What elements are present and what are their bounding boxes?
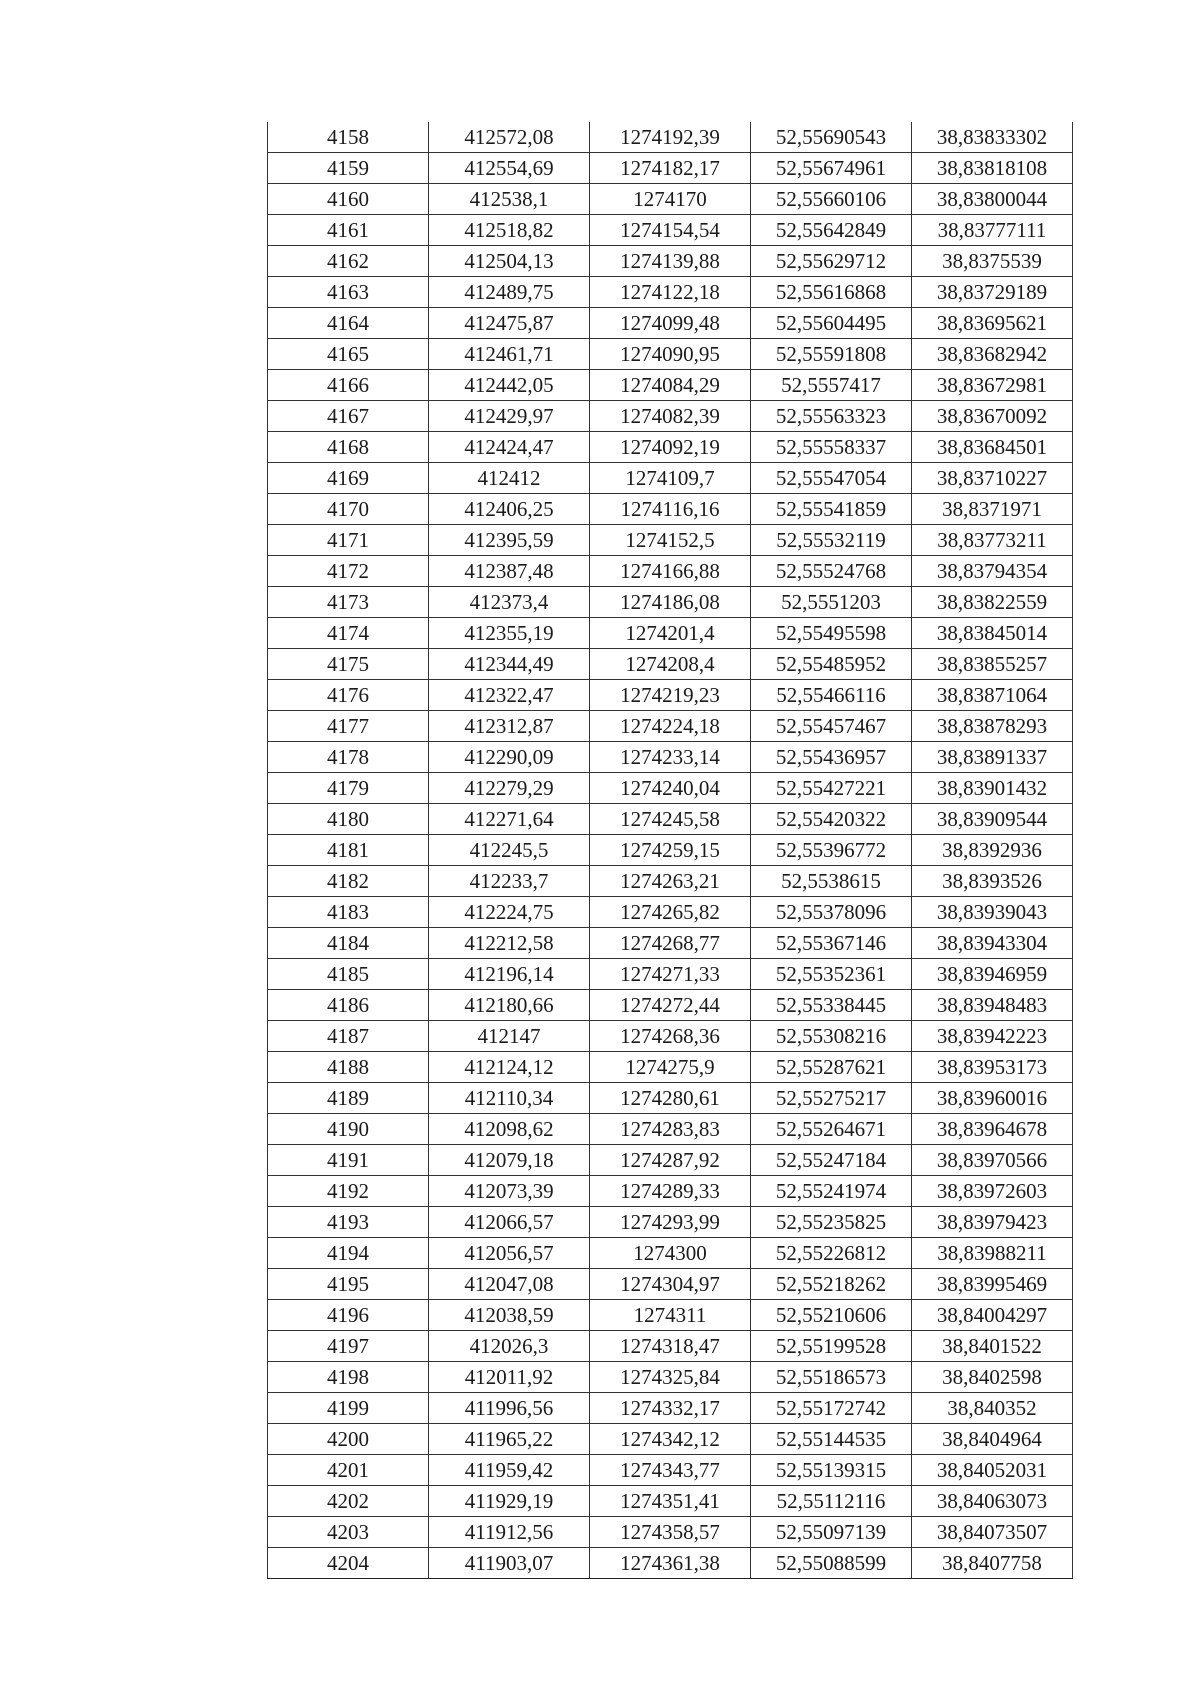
latitude-cell: 52,55563323 — [751, 401, 912, 432]
longitude-cell: 38,8392936 — [912, 835, 1073, 866]
x-coordinate-cell: 412245,5 — [429, 835, 590, 866]
longitude-cell: 38,83670092 — [912, 401, 1073, 432]
table-row — [268, 463, 1073, 494]
table-row — [268, 835, 1073, 866]
longitude-cell: 38,83964678 — [912, 1114, 1073, 1145]
y-coordinate-cell: 1274109,7 — [590, 463, 751, 494]
x-coordinate-cell: 412098,62 — [429, 1114, 590, 1145]
longitude-cell: 38,83946959 — [912, 959, 1073, 990]
latitude-cell: 52,55674961 — [751, 153, 912, 184]
y-coordinate-cell: 1274245,58 — [590, 804, 751, 835]
y-coordinate-cell: 1274240,04 — [590, 773, 751, 804]
longitude-cell: 38,83800044 — [912, 184, 1073, 215]
y-coordinate-cell: 1274139,88 — [590, 246, 751, 277]
point-number-cell: 4176 — [268, 680, 429, 711]
y-coordinate-cell: 1274318,47 — [590, 1331, 751, 1362]
x-coordinate-cell: 412429,97 — [429, 401, 590, 432]
x-coordinate-cell: 412038,59 — [429, 1300, 590, 1331]
longitude-cell: 38,83891337 — [912, 742, 1073, 773]
x-coordinate-cell: 412424,47 — [429, 432, 590, 463]
table-row — [268, 1486, 1073, 1517]
latitude-cell: 52,55690543 — [751, 122, 912, 153]
point-number-cell: 4168 — [268, 432, 429, 463]
longitude-cell: 38,8375539 — [912, 246, 1073, 277]
longitude-cell: 38,8371971 — [912, 494, 1073, 525]
latitude-cell: 52,55427221 — [751, 773, 912, 804]
longitude-cell: 38,83960016 — [912, 1083, 1073, 1114]
table-row — [268, 122, 1073, 153]
longitude-cell: 38,83909544 — [912, 804, 1073, 835]
x-coordinate-cell: 412461,71 — [429, 339, 590, 370]
latitude-cell: 52,55524768 — [751, 556, 912, 587]
point-number-cell: 4164 — [268, 308, 429, 339]
point-number-cell: 4169 — [268, 463, 429, 494]
x-coordinate-cell: 412073,39 — [429, 1176, 590, 1207]
table-row — [268, 711, 1073, 742]
y-coordinate-cell: 1274166,88 — [590, 556, 751, 587]
point-number-cell: 4192 — [268, 1176, 429, 1207]
longitude-cell: 38,83822559 — [912, 587, 1073, 618]
y-coordinate-cell: 1274122,18 — [590, 277, 751, 308]
longitude-cell: 38,83995469 — [912, 1269, 1073, 1300]
table-row — [268, 1331, 1073, 1362]
y-coordinate-cell: 1274092,19 — [590, 432, 751, 463]
point-number-cell: 4167 — [268, 401, 429, 432]
table-row — [268, 1021, 1073, 1052]
y-coordinate-cell: 1274271,33 — [590, 959, 751, 990]
longitude-cell: 38,83777111 — [912, 215, 1073, 246]
latitude-cell: 52,55485952 — [751, 649, 912, 680]
point-number-cell: 4171 — [268, 525, 429, 556]
point-number-cell: 4193 — [268, 1207, 429, 1238]
table-row — [268, 990, 1073, 1021]
x-coordinate-cell: 411959,42 — [429, 1455, 590, 1486]
point-number-cell: 4200 — [268, 1424, 429, 1455]
coordinates-table-body — [268, 122, 1073, 1579]
x-coordinate-cell: 412518,82 — [429, 215, 590, 246]
longitude-cell: 38,8402598 — [912, 1362, 1073, 1393]
point-number-cell: 4196 — [268, 1300, 429, 1331]
table-row — [268, 1362, 1073, 1393]
point-number-cell: 4163 — [268, 277, 429, 308]
table-row — [268, 928, 1073, 959]
latitude-cell: 52,55591808 — [751, 339, 912, 370]
point-number-cell: 4198 — [268, 1362, 429, 1393]
latitude-cell: 52,55275217 — [751, 1083, 912, 1114]
table-row — [268, 1300, 1073, 1331]
longitude-cell: 38,83695621 — [912, 308, 1073, 339]
latitude-cell: 52,55241974 — [751, 1176, 912, 1207]
x-coordinate-cell: 412373,4 — [429, 587, 590, 618]
x-coordinate-cell: 412387,48 — [429, 556, 590, 587]
latitude-cell: 52,55532119 — [751, 525, 912, 556]
x-coordinate-cell: 412047,08 — [429, 1269, 590, 1300]
latitude-cell: 52,55235825 — [751, 1207, 912, 1238]
latitude-cell: 52,55352361 — [751, 959, 912, 990]
longitude-cell: 38,83939043 — [912, 897, 1073, 928]
latitude-cell: 52,55264671 — [751, 1114, 912, 1145]
table-row — [268, 804, 1073, 835]
longitude-cell: 38,83682942 — [912, 339, 1073, 370]
longitude-cell: 38,83901432 — [912, 773, 1073, 804]
point-number-cell: 4166 — [268, 370, 429, 401]
y-coordinate-cell: 1274182,17 — [590, 153, 751, 184]
y-coordinate-cell: 1274219,23 — [590, 680, 751, 711]
longitude-cell: 38,84063073 — [912, 1486, 1073, 1517]
x-coordinate-cell: 412026,3 — [429, 1331, 590, 1362]
table-row — [268, 525, 1073, 556]
latitude-cell: 52,55367146 — [751, 928, 912, 959]
point-number-cell: 4159 — [268, 153, 429, 184]
y-coordinate-cell: 1274186,08 — [590, 587, 751, 618]
point-number-cell: 4174 — [268, 618, 429, 649]
point-number-cell: 4204 — [268, 1548, 429, 1579]
point-number-cell: 4165 — [268, 339, 429, 370]
point-number-cell: 4194 — [268, 1238, 429, 1269]
y-coordinate-cell: 1274224,18 — [590, 711, 751, 742]
point-number-cell: 4185 — [268, 959, 429, 990]
x-coordinate-cell: 412395,59 — [429, 525, 590, 556]
latitude-cell: 52,55287621 — [751, 1052, 912, 1083]
y-coordinate-cell: 1274268,36 — [590, 1021, 751, 1052]
point-number-cell: 4186 — [268, 990, 429, 1021]
table-row — [268, 1548, 1073, 1579]
longitude-cell: 38,83878293 — [912, 711, 1073, 742]
longitude-cell: 38,84052031 — [912, 1455, 1073, 1486]
latitude-cell: 52,55247184 — [751, 1145, 912, 1176]
point-number-cell: 4189 — [268, 1083, 429, 1114]
point-number-cell: 4188 — [268, 1052, 429, 1083]
point-number-cell: 4172 — [268, 556, 429, 587]
y-coordinate-cell: 1274208,4 — [590, 649, 751, 680]
table-row — [268, 246, 1073, 277]
longitude-cell: 38,8407758 — [912, 1548, 1073, 1579]
y-coordinate-cell: 1274099,48 — [590, 308, 751, 339]
y-coordinate-cell: 1274082,39 — [590, 401, 751, 432]
latitude-cell: 52,55218262 — [751, 1269, 912, 1300]
latitude-cell: 52,55226812 — [751, 1238, 912, 1269]
y-coordinate-cell: 1274268,77 — [590, 928, 751, 959]
y-coordinate-cell: 1274233,14 — [590, 742, 751, 773]
x-coordinate-cell: 412442,05 — [429, 370, 590, 401]
table-row — [268, 277, 1073, 308]
point-number-cell: 4184 — [268, 928, 429, 959]
x-coordinate-cell: 412233,7 — [429, 866, 590, 897]
x-coordinate-cell: 412079,18 — [429, 1145, 590, 1176]
table-row — [268, 184, 1073, 215]
y-coordinate-cell: 1274152,5 — [590, 525, 751, 556]
x-coordinate-cell: 412212,58 — [429, 928, 590, 959]
x-coordinate-cell: 412147 — [429, 1021, 590, 1052]
latitude-cell: 52,55629712 — [751, 246, 912, 277]
longitude-cell: 38,83710227 — [912, 463, 1073, 494]
y-coordinate-cell: 1274263,21 — [590, 866, 751, 897]
latitude-cell: 52,55199528 — [751, 1331, 912, 1362]
point-number-cell: 4181 — [268, 835, 429, 866]
longitude-cell: 38,83845014 — [912, 618, 1073, 649]
y-coordinate-cell: 1274358,57 — [590, 1517, 751, 1548]
latitude-cell: 52,5557417 — [751, 370, 912, 401]
x-coordinate-cell: 412344,49 — [429, 649, 590, 680]
longitude-cell: 38,83988211 — [912, 1238, 1073, 1269]
table-row — [268, 1455, 1073, 1486]
x-coordinate-cell: 412271,64 — [429, 804, 590, 835]
latitude-cell: 52,5551203 — [751, 587, 912, 618]
latitude-cell: 52,55308216 — [751, 1021, 912, 1052]
point-number-cell: 4161 — [268, 215, 429, 246]
x-coordinate-cell: 411929,19 — [429, 1486, 590, 1517]
point-number-cell: 4170 — [268, 494, 429, 525]
latitude-cell: 52,55396772 — [751, 835, 912, 866]
y-coordinate-cell: 1274116,16 — [590, 494, 751, 525]
latitude-cell: 52,55604495 — [751, 308, 912, 339]
longitude-cell: 38,83855257 — [912, 649, 1073, 680]
y-coordinate-cell: 1274300 — [590, 1238, 751, 1269]
x-coordinate-cell: 412572,08 — [429, 122, 590, 153]
table-row — [268, 1052, 1073, 1083]
longitude-cell: 38,83672981 — [912, 370, 1073, 401]
table-row — [268, 401, 1073, 432]
x-coordinate-cell: 412406,25 — [429, 494, 590, 525]
point-number-cell: 4199 — [268, 1393, 429, 1424]
table-row — [268, 866, 1073, 897]
table-row — [268, 494, 1073, 525]
x-coordinate-cell: 412489,75 — [429, 277, 590, 308]
point-number-cell: 4203 — [268, 1517, 429, 1548]
y-coordinate-cell: 1274351,41 — [590, 1486, 751, 1517]
document-page — [267, 122, 1067, 1579]
y-coordinate-cell: 1274311 — [590, 1300, 751, 1331]
point-number-cell: 4179 — [268, 773, 429, 804]
x-coordinate-cell: 412554,69 — [429, 153, 590, 184]
y-coordinate-cell: 1274342,12 — [590, 1424, 751, 1455]
table-row — [268, 1083, 1073, 1114]
latitude-cell: 52,55660106 — [751, 184, 912, 215]
x-coordinate-cell: 412412 — [429, 463, 590, 494]
table-row — [268, 1145, 1073, 1176]
y-coordinate-cell: 1274280,61 — [590, 1083, 751, 1114]
x-coordinate-cell: 412538,1 — [429, 184, 590, 215]
latitude-cell: 52,55616868 — [751, 277, 912, 308]
y-coordinate-cell: 1274325,84 — [590, 1362, 751, 1393]
x-coordinate-cell: 412224,75 — [429, 897, 590, 928]
y-coordinate-cell: 1274287,92 — [590, 1145, 751, 1176]
table-row — [268, 153, 1073, 184]
y-coordinate-cell: 1274259,15 — [590, 835, 751, 866]
longitude-cell: 38,83833302 — [912, 122, 1073, 153]
point-number-cell: 4202 — [268, 1486, 429, 1517]
latitude-cell: 52,55466116 — [751, 680, 912, 711]
point-number-cell: 4195 — [268, 1269, 429, 1300]
table-row — [268, 370, 1073, 401]
y-coordinate-cell: 1274170 — [590, 184, 751, 215]
table-row — [268, 1238, 1073, 1269]
table-row — [268, 742, 1073, 773]
point-number-cell: 4160 — [268, 184, 429, 215]
latitude-cell: 52,55558337 — [751, 432, 912, 463]
table-row — [268, 773, 1073, 804]
longitude-cell: 38,83943304 — [912, 928, 1073, 959]
point-number-cell: 4197 — [268, 1331, 429, 1362]
longitude-cell: 38,83871064 — [912, 680, 1073, 711]
table-row — [268, 556, 1073, 587]
longitude-cell: 38,83953173 — [912, 1052, 1073, 1083]
point-number-cell: 4191 — [268, 1145, 429, 1176]
table-row — [268, 1393, 1073, 1424]
y-coordinate-cell: 1274289,33 — [590, 1176, 751, 1207]
latitude-cell: 52,55144535 — [751, 1424, 912, 1455]
x-coordinate-cell: 412056,57 — [429, 1238, 590, 1269]
table-row — [268, 897, 1073, 928]
longitude-cell: 38,83773211 — [912, 525, 1073, 556]
point-number-cell: 4187 — [268, 1021, 429, 1052]
x-coordinate-cell: 412180,66 — [429, 990, 590, 1021]
longitude-cell: 38,83972603 — [912, 1176, 1073, 1207]
longitude-cell: 38,83729189 — [912, 277, 1073, 308]
point-number-cell: 4201 — [268, 1455, 429, 1486]
x-coordinate-cell: 412196,14 — [429, 959, 590, 990]
x-coordinate-cell: 411965,22 — [429, 1424, 590, 1455]
x-coordinate-cell: 412110,34 — [429, 1083, 590, 1114]
latitude-cell: 52,55642849 — [751, 215, 912, 246]
point-number-cell: 4177 — [268, 711, 429, 742]
y-coordinate-cell: 1274084,29 — [590, 370, 751, 401]
x-coordinate-cell: 412011,92 — [429, 1362, 590, 1393]
table-row — [268, 1207, 1073, 1238]
point-number-cell: 4162 — [268, 246, 429, 277]
latitude-cell: 52,55210606 — [751, 1300, 912, 1331]
y-coordinate-cell: 1274090,95 — [590, 339, 751, 370]
point-number-cell: 4183 — [268, 897, 429, 928]
latitude-cell: 52,55172742 — [751, 1393, 912, 1424]
point-number-cell: 4173 — [268, 587, 429, 618]
longitude-cell: 38,8401522 — [912, 1331, 1073, 1362]
x-coordinate-cell: 412312,87 — [429, 711, 590, 742]
latitude-cell: 52,55338445 — [751, 990, 912, 1021]
x-coordinate-cell: 412504,13 — [429, 246, 590, 277]
y-coordinate-cell: 1274343,77 — [590, 1455, 751, 1486]
longitude-cell: 38,840352 — [912, 1393, 1073, 1424]
point-number-cell: 4190 — [268, 1114, 429, 1145]
longitude-cell: 38,83979423 — [912, 1207, 1073, 1238]
table-row — [268, 215, 1073, 246]
latitude-cell: 52,55139315 — [751, 1455, 912, 1486]
latitude-cell: 52,55541859 — [751, 494, 912, 525]
latitude-cell: 52,55547054 — [751, 463, 912, 494]
latitude-cell: 52,55495598 — [751, 618, 912, 649]
longitude-cell: 38,83948483 — [912, 990, 1073, 1021]
longitude-cell: 38,84004297 — [912, 1300, 1073, 1331]
x-coordinate-cell: 412124,12 — [429, 1052, 590, 1083]
longitude-cell: 38,83794354 — [912, 556, 1073, 587]
longitude-cell: 38,83684501 — [912, 432, 1073, 463]
table-row — [268, 618, 1073, 649]
table-row — [268, 308, 1073, 339]
longitude-cell: 38,84073507 — [912, 1517, 1073, 1548]
latitude-cell: 52,5538615 — [751, 866, 912, 897]
x-coordinate-cell: 411996,56 — [429, 1393, 590, 1424]
latitude-cell: 52,55186573 — [751, 1362, 912, 1393]
table-row — [268, 587, 1073, 618]
y-coordinate-cell: 1274272,44 — [590, 990, 751, 1021]
table-row — [268, 1114, 1073, 1145]
y-coordinate-cell: 1274265,82 — [590, 897, 751, 928]
x-coordinate-cell: 412066,57 — [429, 1207, 590, 1238]
table-row — [268, 649, 1073, 680]
table-row — [268, 1517, 1073, 1548]
latitude-cell: 52,55097139 — [751, 1517, 912, 1548]
y-coordinate-cell: 1274192,39 — [590, 122, 751, 153]
table-row — [268, 680, 1073, 711]
y-coordinate-cell: 1274283,83 — [590, 1114, 751, 1145]
x-coordinate-cell: 411912,56 — [429, 1517, 590, 1548]
point-number-cell: 4175 — [268, 649, 429, 680]
table-row — [268, 1269, 1073, 1300]
longitude-cell: 38,8404964 — [912, 1424, 1073, 1455]
table-row — [268, 339, 1073, 370]
y-coordinate-cell: 1274275,9 — [590, 1052, 751, 1083]
table-row — [268, 959, 1073, 990]
point-number-cell: 4182 — [268, 866, 429, 897]
y-coordinate-cell: 1274361,38 — [590, 1548, 751, 1579]
latitude-cell: 52,55378096 — [751, 897, 912, 928]
x-coordinate-cell: 412475,87 — [429, 308, 590, 339]
table-row — [268, 1176, 1073, 1207]
point-number-cell: 4158 — [268, 122, 429, 153]
latitude-cell: 52,55436957 — [751, 742, 912, 773]
y-coordinate-cell: 1274201,4 — [590, 618, 751, 649]
longitude-cell: 38,83970566 — [912, 1145, 1073, 1176]
x-coordinate-cell: 412355,19 — [429, 618, 590, 649]
point-number-cell: 4178 — [268, 742, 429, 773]
latitude-cell: 52,55112116 — [751, 1486, 912, 1517]
y-coordinate-cell: 1274154,54 — [590, 215, 751, 246]
coordinates-table — [267, 122, 1073, 1579]
table-row — [268, 432, 1073, 463]
latitude-cell: 52,55420322 — [751, 804, 912, 835]
latitude-cell: 52,55088599 — [751, 1548, 912, 1579]
x-coordinate-cell: 412279,29 — [429, 773, 590, 804]
longitude-cell: 38,83942223 — [912, 1021, 1073, 1052]
y-coordinate-cell: 1274293,99 — [590, 1207, 751, 1238]
point-number-cell: 4180 — [268, 804, 429, 835]
latitude-cell: 52,55457467 — [751, 711, 912, 742]
x-coordinate-cell: 412290,09 — [429, 742, 590, 773]
y-coordinate-cell: 1274332,17 — [590, 1393, 751, 1424]
y-coordinate-cell: 1274304,97 — [590, 1269, 751, 1300]
longitude-cell: 38,8393526 — [912, 866, 1073, 897]
table-row — [268, 1424, 1073, 1455]
x-coordinate-cell: 411903,07 — [429, 1548, 590, 1579]
x-coordinate-cell: 412322,47 — [429, 680, 590, 711]
longitude-cell: 38,83818108 — [912, 153, 1073, 184]
